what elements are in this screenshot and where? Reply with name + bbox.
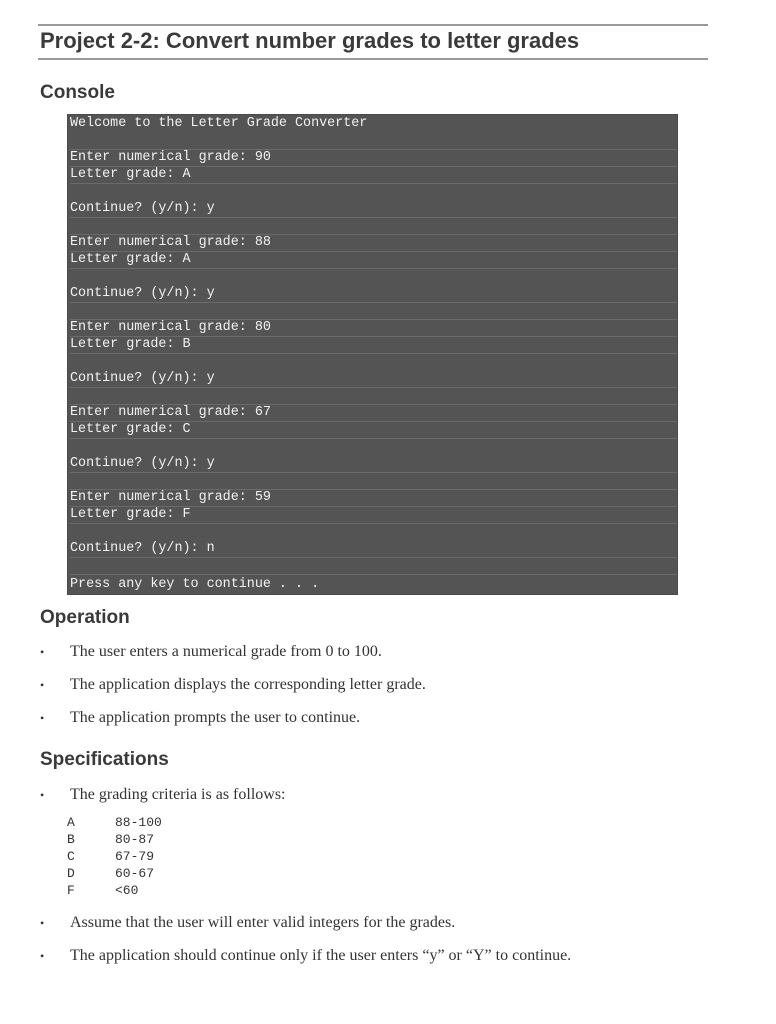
bullet-text: The application prompts the user to continue. (70, 709, 361, 727)
console-line (70, 387, 677, 405)
console-line: Continue? (y/n): y (70, 455, 677, 473)
console-line (70, 183, 677, 200)
console-line (70, 557, 677, 575)
console-line: Welcome to the Letter Grade Converter (70, 116, 368, 131)
grade-range: 88-100 (115, 815, 162, 830)
console-line (70, 472, 677, 490)
title-bottom-rule (38, 58, 708, 60)
console-line: Letter grade: C (70, 421, 677, 439)
page-title: Project 2-2: Convert number grades to letter grades (40, 28, 580, 53)
grade-letter: A (67, 815, 75, 830)
bullet-text: Assume that the user will enter valid integers for the grades. (70, 914, 456, 932)
bullet-icon: • (40, 949, 45, 964)
specifications-bullet (40, 946, 720, 966)
grade-letter: C (67, 849, 75, 864)
grade-range: 80-87 (115, 832, 155, 847)
specifications-bullet (40, 913, 720, 933)
grade-letter: F (67, 883, 75, 898)
console-heading: Console (40, 82, 115, 103)
console-line: Enter numerical grade: 90 (70, 149, 677, 167)
grade-range: <60 (115, 883, 139, 898)
console-line (70, 353, 677, 370)
console-line: Letter grade: F (70, 506, 677, 524)
console-line (70, 523, 677, 540)
console-line: Continue? (y/n): y (70, 370, 677, 388)
console-line: Enter numerical grade: 59 (70, 489, 677, 507)
operation-bullet (40, 675, 720, 695)
console-line: Enter numerical grade: 88 (70, 234, 677, 252)
bullet-text: The application should continue only if the user enters “y” or “Y” to continue. (70, 947, 572, 965)
console-line: Letter grade: B (70, 336, 677, 354)
console-line (70, 132, 677, 150)
bullet-icon: • (40, 678, 45, 693)
grade-row (67, 831, 162, 848)
console-line: Press any key to continue . . . (70, 577, 320, 592)
operation-bullet (40, 642, 720, 662)
console-line: Continue? (y/n): y (70, 285, 677, 303)
bullet-text: The grading criteria is as follows: (70, 786, 286, 804)
console-line: Enter numerical grade: 80 (70, 319, 677, 337)
console-window (67, 114, 678, 595)
operation-heading: Operation (40, 607, 130, 628)
specifications-bullet (40, 785, 720, 805)
grade-range: 60-67 (115, 866, 155, 881)
grade-row (67, 848, 162, 865)
grade-letter: D (67, 866, 75, 881)
grade-row (67, 865, 162, 882)
operation-bullet (40, 708, 720, 728)
console-line: Letter grade: A (70, 251, 677, 269)
title-top-rule (38, 24, 708, 26)
console-line (70, 217, 677, 235)
grade-letter: B (67, 832, 75, 847)
bullet-text: The user enters a numerical grade from 0 to 100. (70, 643, 382, 661)
grade-criteria-table (67, 814, 162, 899)
bullet-icon: • (40, 711, 45, 726)
grade-range: 67-79 (115, 849, 155, 864)
console-line: Enter numerical grade: 67 (70, 404, 677, 422)
console-line (70, 268, 677, 285)
bullet-icon: • (40, 788, 45, 803)
bullet-text: The application displays the corresponding letter grade. (70, 676, 426, 694)
console-line (70, 302, 677, 320)
console-line: Continue? (y/n): n (70, 540, 677, 558)
grade-row (67, 882, 162, 899)
console-line (70, 438, 677, 455)
bullet-icon: • (40, 916, 45, 931)
grade-row (67, 814, 162, 831)
specifications-heading: Specifications (40, 749, 169, 770)
console-line: Continue? (y/n): y (70, 200, 677, 218)
console-line: Letter grade: A (70, 166, 677, 184)
bullet-icon: • (40, 645, 45, 660)
